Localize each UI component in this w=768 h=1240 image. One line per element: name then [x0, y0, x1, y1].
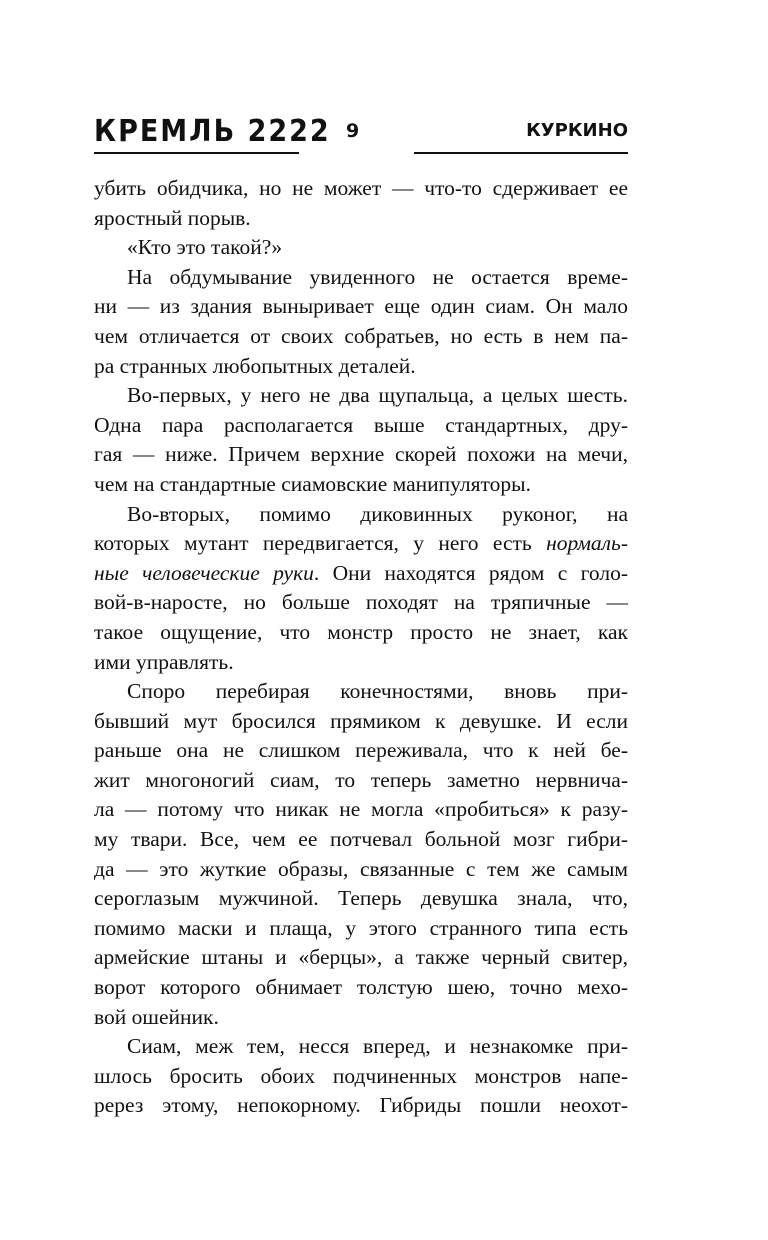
text-segment: чем на стандартные сиамовские манипуляторы.	[94, 471, 531, 496]
italic-text-segment: нормаль-	[546, 531, 628, 556]
text-segment: ра странных любопытных деталей.	[94, 353, 416, 378]
text-segment: ререз этому, непокорному. Гибриды пошли неохот-	[94, 1093, 628, 1118]
body-text	[94, 174, 628, 1121]
text-line	[94, 766, 628, 796]
text-segment: сероглазым мужчиной. Теперь девушка знала, что,	[94, 886, 628, 911]
text-segment: такое ощущение, что монстр просто не знает, как	[94, 619, 628, 644]
text-segment: шлось бросить обоих подчиненных монстров напе-	[94, 1063, 628, 1088]
text-line	[94, 352, 628, 382]
series-title-rule	[94, 152, 299, 154]
text-line	[94, 1091, 628, 1121]
chapter-title: КУРКИНО	[526, 120, 628, 141]
text-segment: Во-вторых, помимо диковинных руконог, на	[127, 501, 628, 526]
text-segment: Одна пара располагается выше стандартных, дру-	[94, 412, 628, 437]
text-line	[94, 174, 628, 204]
text-segment: жит многоногий сиам, то теперь заметно нервнича-	[94, 767, 628, 792]
text-line	[94, 292, 628, 322]
series-title: КРЕМЛЬ 2222	[94, 114, 331, 149]
text-line	[94, 529, 628, 559]
text-segment: Сиам, меж тем, несся вперед, и незнакомке при-	[127, 1034, 628, 1059]
text-line	[94, 884, 628, 914]
text-line	[94, 1003, 628, 1033]
text-segment: да — это жуткие образы, связанные с тем же самым	[94, 856, 628, 881]
text-line	[94, 973, 628, 1003]
text-segment: убить обидчика, но не может — что-то сдерживает ее	[94, 176, 628, 200]
text-line	[94, 825, 628, 855]
text-segment: чем отличается от своих собратьев, но есть в нем па-	[94, 323, 628, 348]
text-line	[94, 381, 628, 411]
text-line	[94, 204, 628, 234]
text-line	[94, 263, 628, 293]
chapter-title-rule	[414, 152, 628, 154]
text-segment: помимо маски и плаща, у этого странного типа есть	[94, 915, 628, 940]
text-segment: му твари. Все, чем ее потчевал больной мозг гибри-	[94, 827, 628, 852]
text-line	[94, 914, 628, 944]
text-line	[94, 500, 628, 530]
text-segment: ворот которого обнимает толстую шею, точно мехо-	[94, 975, 628, 1000]
text-segment: вой ошейник.	[94, 1004, 219, 1029]
text-line	[94, 736, 628, 766]
text-segment: Споро перебирая конечностями, вновь при-	[127, 679, 628, 704]
text-segment: раньше она не слишком переживала, что к ней бе-	[94, 738, 628, 763]
italic-text-segment: ные человеческие руки	[94, 560, 314, 585]
text-line	[94, 588, 628, 618]
text-line	[94, 1062, 628, 1092]
text-line	[94, 618, 628, 648]
text-line	[94, 470, 628, 500]
text-line	[94, 559, 628, 589]
text-line	[94, 411, 628, 441]
text-line	[94, 707, 628, 737]
text-segment: бывший мут бросился прямиком к девушке. И если	[94, 708, 628, 733]
text-segment: которых мутант передвигается, у него есть	[94, 531, 547, 556]
text-line	[94, 440, 628, 470]
text-segment: ни — из здания выныривает еще один сиам. Он мало	[94, 294, 628, 319]
page-number: 9	[346, 120, 360, 142]
text-line	[94, 943, 628, 973]
text-segment: Во-первых, у него не два щупальца, а целых шесть.	[127, 383, 628, 408]
text-segment: вой-в-наросте, но больше походят на тряпичные —	[94, 590, 628, 615]
running-header	[94, 114, 628, 156]
text-line	[94, 233, 628, 263]
text-segment: армейские штаны и «берцы», а также черный свитер,	[94, 945, 628, 970]
text-segment: На обдумывание увиденного не остается време-	[127, 264, 628, 289]
text-line	[94, 648, 628, 678]
text-segment: яростный порыв.	[94, 205, 251, 230]
text-line	[94, 855, 628, 885]
text-segment: гая — ниже. Причем верхние скорей похожи на мечи,	[94, 442, 628, 467]
text-segment: «Кто это такой?»	[127, 235, 283, 260]
text-line	[94, 677, 628, 707]
text-line	[94, 1032, 628, 1062]
text-line	[94, 322, 628, 352]
text-segment: ла — потому что никак не могла «пробиться» к разу-	[94, 797, 628, 822]
text-segment: . Они находятся рядом с голо-	[313, 560, 628, 585]
text-segment: ими управлять.	[94, 649, 234, 674]
text-line	[94, 795, 628, 825]
